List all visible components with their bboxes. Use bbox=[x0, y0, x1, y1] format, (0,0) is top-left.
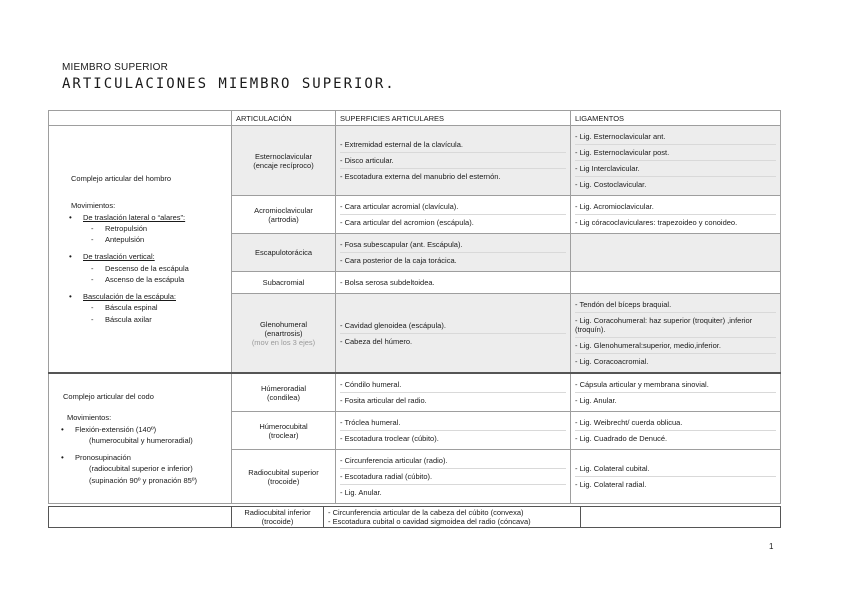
surface-line: - Circunferencia articular de la cabeza del cúbito (convexa) bbox=[328, 508, 524, 517]
surfaces-cell bbox=[336, 196, 571, 234]
list-item: - Ascenso de la escápula bbox=[71, 274, 227, 285]
ligaments-cell-empty bbox=[571, 234, 781, 272]
surface-line: - Cara articular acromial (clavícula). bbox=[340, 202, 459, 211]
articulation-cell bbox=[232, 234, 336, 272]
articulation-cell bbox=[232, 373, 336, 412]
articulation-cell bbox=[232, 294, 336, 374]
surface-line: - Tróclea humeral. bbox=[340, 418, 401, 427]
surface-line: - Fosita articular del radio. bbox=[340, 392, 566, 408]
shoulder-bullet-basculacion bbox=[71, 291, 227, 302]
prono-detail-2: (supinación 90º y pronación 85º) bbox=[89, 475, 198, 485]
header-articulacion: ARTICULACIÓN bbox=[232, 111, 336, 126]
shoulder-bullet-vertical bbox=[71, 251, 227, 262]
document-title: ARTICULACIONES MIEMBRO SUPERIOR. bbox=[62, 76, 396, 92]
ligament-line: - Lig. Anular. bbox=[575, 392, 776, 408]
lateral-label: De traslación lateral o “alares”: bbox=[83, 212, 186, 222]
ligament-line: - Lig. Weibrecht/ cuerda oblicua. bbox=[575, 418, 683, 427]
ligaments-cell bbox=[571, 126, 781, 196]
articulation-name: Acromioclavicular bbox=[254, 205, 313, 215]
surface-line: - Cabeza del húmero. bbox=[340, 333, 566, 349]
surfaces-cell bbox=[336, 272, 571, 294]
articulations-table bbox=[48, 110, 781, 504]
table-row bbox=[49, 507, 781, 528]
articulation-name: Radiocubital superior bbox=[248, 467, 319, 477]
surface-line: - Circunferencia articular (radio). bbox=[340, 456, 448, 465]
elbow-bullet-flex bbox=[63, 424, 227, 435]
list-item: - Retropulsión bbox=[71, 223, 227, 234]
articulation-cell bbox=[232, 412, 336, 450]
surface-line: - Lig. Anular. bbox=[340, 484, 566, 500]
articulation-type: (trocoide) bbox=[261, 517, 294, 526]
ligament-line: - Lig Interclavicular. bbox=[575, 160, 776, 176]
shoulder-bullet-lateral bbox=[71, 212, 227, 223]
list-item: - Báscula axilar bbox=[71, 314, 227, 325]
articulation-type: (encaje recíproco) bbox=[253, 160, 314, 170]
surface-line: - Cara articular del acromion (escápula). bbox=[340, 214, 566, 230]
empty-cell bbox=[49, 507, 232, 528]
ligament-line: - Lig. Costoclavicular. bbox=[575, 176, 776, 192]
shoulder-group-cell bbox=[49, 126, 232, 374]
prono-label: Pronosupinación bbox=[75, 453, 131, 463]
surface-line: - Cóndilo humeral. bbox=[340, 380, 402, 389]
articulation-name: Subacromial bbox=[262, 278, 305, 287]
list-item: - Descenso de la escápula bbox=[71, 263, 227, 274]
ligament-line: - Lig. Glenohumeral:superior, medio,inferior. bbox=[575, 337, 776, 353]
articulation-name: Esternoclavicular bbox=[254, 151, 313, 161]
articulation-type: (artrodia) bbox=[268, 214, 299, 224]
articulation-name: Húmeroradial bbox=[260, 383, 307, 393]
surface-line: - Cara posterior de la caja torácica. bbox=[340, 252, 566, 268]
flex-label: Flexión-extensión (140º) bbox=[75, 424, 157, 434]
ligament-line: - Cápsula articular y membrana sinovial. bbox=[575, 380, 709, 389]
header-superficies: SUPERFICIES ARTICULARES bbox=[336, 111, 571, 126]
ligaments-cell-empty bbox=[571, 272, 781, 294]
header-ligamentos: LIGAMENTOS bbox=[571, 111, 781, 126]
articulation-cell bbox=[232, 126, 336, 196]
list-item: - Báscula espinal bbox=[71, 302, 227, 313]
flex-detail: (humerocubital y humeroradial) bbox=[89, 435, 193, 445]
list-item: - Antepulsión bbox=[71, 234, 227, 245]
ligaments-cell-empty bbox=[581, 507, 781, 528]
table-row bbox=[49, 126, 781, 196]
surface-line: - Escotadura cubital o cavidad sigmoidea del radio (cóncava) bbox=[328, 517, 531, 526]
articulation-cell bbox=[232, 196, 336, 234]
surfaces-cell bbox=[336, 234, 571, 272]
surface-line: - Extremidad esternal de la clavícula. bbox=[340, 140, 463, 149]
ligament-line: - Lig. Colateral radial. bbox=[575, 476, 776, 492]
articulation-type: (condilea) bbox=[267, 392, 300, 402]
surfaces-cell bbox=[336, 373, 571, 412]
basculacion-label: Basculación de la escápula: bbox=[83, 292, 176, 302]
elbow-title: Complejo articular del codo bbox=[63, 392, 154, 402]
ligaments-cell bbox=[571, 450, 781, 504]
ligament-line: - Lig. Esternoclavicular post. bbox=[575, 144, 776, 160]
articulation-name: Húmerocubital bbox=[259, 421, 308, 431]
surfaces-cell bbox=[336, 126, 571, 196]
surfaces-cell bbox=[336, 412, 571, 450]
articulation-cell bbox=[232, 272, 336, 294]
surface-line: - Escotadura externa del manubrio del esternón. bbox=[340, 168, 566, 184]
ligament-line: - Lig. Colateral cubital. bbox=[575, 464, 650, 473]
elbow-group-cell bbox=[49, 373, 232, 504]
ligaments-cell bbox=[571, 412, 781, 450]
shoulder-movements-label: Movimientos: bbox=[71, 201, 116, 211]
ligaments-cell bbox=[571, 373, 781, 412]
articulation-cell bbox=[232, 507, 324, 528]
prono-detail-1: (radiocubital superior e inferior) bbox=[89, 464, 193, 474]
ligaments-cell bbox=[571, 294, 781, 374]
ligament-line: - Lig. Acromioclavicular. bbox=[575, 202, 654, 211]
ligament-line: - Lig córacoclaviculares: trapezoideo y conoideo. bbox=[575, 214, 776, 230]
shoulder-title: Complejo articular del hombro bbox=[71, 174, 172, 184]
surface-line: - Disco articular. bbox=[340, 152, 566, 168]
vertical-label: De traslación vertical: bbox=[83, 252, 155, 262]
articulation-type: (troclear) bbox=[268, 430, 299, 440]
elbow-movements-label: Movimientos: bbox=[67, 413, 112, 423]
surfaces-cell bbox=[336, 450, 571, 504]
table-header-row bbox=[49, 111, 781, 126]
articulation-name: Radiocubital inferior bbox=[244, 508, 311, 517]
ligaments-cell bbox=[571, 196, 781, 234]
articulation-note: (mov en los 3 ejes) bbox=[251, 337, 316, 347]
articulation-type: (enartrosis) bbox=[264, 328, 303, 338]
elbow-bullet-prono bbox=[63, 452, 227, 463]
surface-line: - Escotadura troclear (cúbito). bbox=[340, 430, 566, 446]
surface-line: - Escotadura radial (cúbito). bbox=[340, 468, 566, 484]
document-subtitle: MIEMBRO SUPERIOR bbox=[62, 62, 168, 73]
ligament-line: - Lig. Coracohumeral: haz superior (troquiter) ,inferior (troquín). bbox=[575, 312, 776, 337]
surface-line: - Fosa subescapular (ant. Escápula). bbox=[340, 240, 463, 249]
table-row bbox=[49, 373, 781, 412]
articulation-cell bbox=[232, 450, 336, 504]
articulation-name: Glenohumeral bbox=[259, 319, 308, 329]
ligament-line: - Lig. Esternoclavicular ant. bbox=[575, 132, 666, 141]
header-empty bbox=[49, 111, 232, 126]
ligament-line: - Lig. Cuadrado de Denucé. bbox=[575, 430, 776, 446]
ligament-line: - Tendón del bíceps braquial. bbox=[575, 300, 672, 309]
surface-line: - Bolsa serosa subdeltoidea. bbox=[340, 278, 435, 287]
surfaces-cell bbox=[324, 507, 581, 528]
surface-line: - Cavidad glenoidea (escápula). bbox=[340, 320, 446, 330]
ligament-line: - Lig. Coracoacromial. bbox=[575, 353, 776, 369]
page-number: 1 bbox=[769, 542, 774, 551]
articulation-name: Escapulotorácica bbox=[254, 248, 313, 257]
surfaces-cell bbox=[336, 294, 571, 374]
articulation-type: (trocoide) bbox=[267, 476, 300, 486]
radiocubital-inferior-table bbox=[48, 506, 781, 528]
